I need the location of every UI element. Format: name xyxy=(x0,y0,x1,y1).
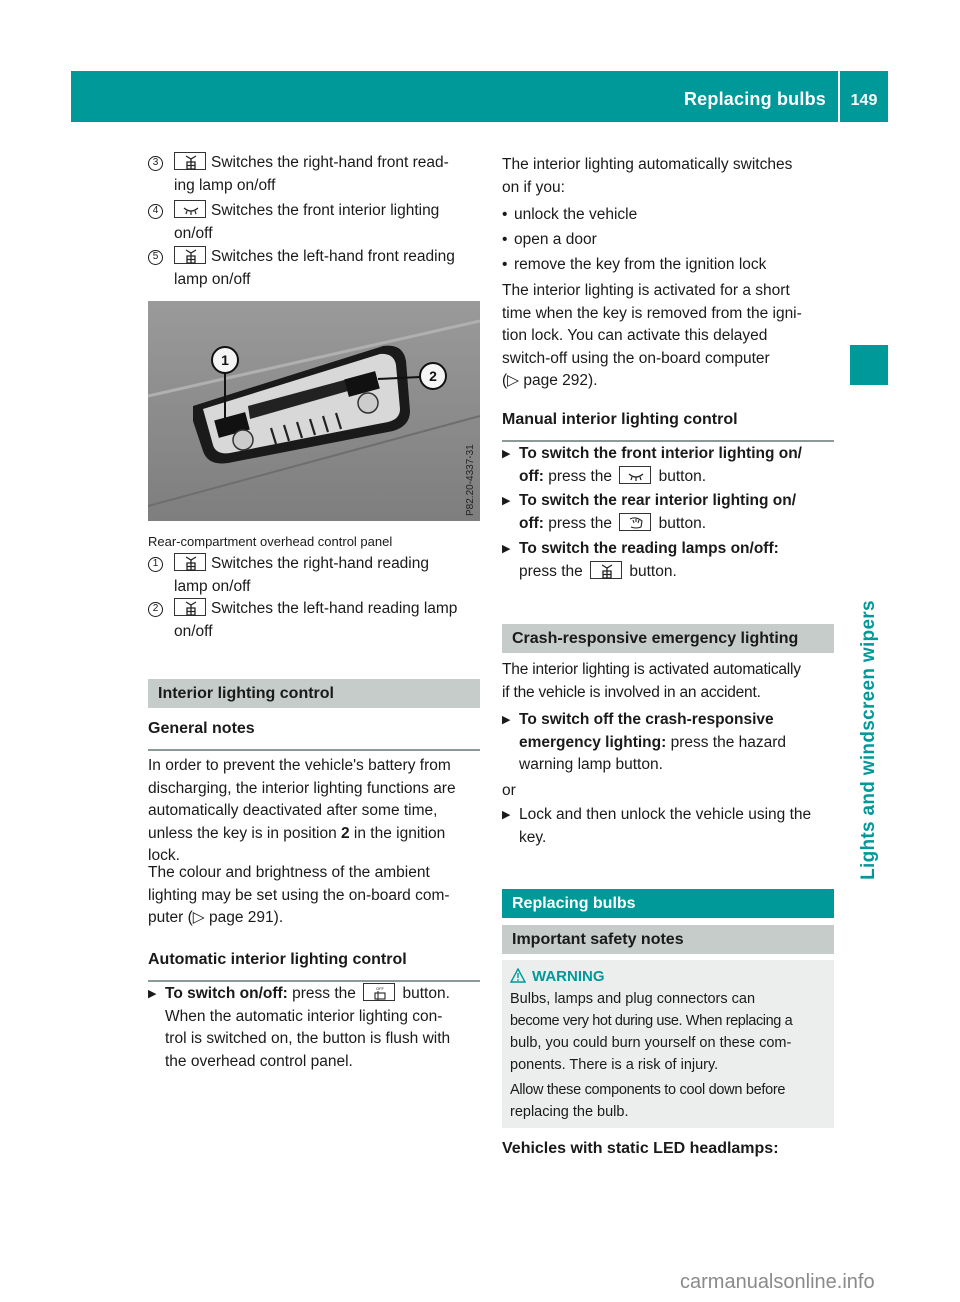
reading-lamp-icon xyxy=(174,246,206,264)
warning-title: WARNING xyxy=(532,968,605,985)
bullet-item: • remove the key from the ignition lock xyxy=(502,254,766,277)
watermark: carmanualsonline.info xyxy=(680,1271,875,1293)
step-arrow-icon: ▶ xyxy=(502,714,511,726)
step-arrow-icon: ▶ xyxy=(502,809,511,821)
step-arrow-icon: ▶ xyxy=(148,988,157,1000)
svg-text:P82.20-4337-31: P82.20-4337-31 xyxy=(465,444,476,516)
auto-on-intro: The interior lighting automatically switches on if you: xyxy=(502,156,793,196)
heading-static-led-headlamps: Vehicles with static LED headlamps: xyxy=(502,1140,779,1157)
figure-caption: Rear-compartment overhead control panel xyxy=(148,534,393,549)
front-interior-light-icon xyxy=(174,200,206,218)
heading-general-notes: General notes xyxy=(148,718,480,751)
or-text: or xyxy=(502,782,516,799)
callout-number: 1 xyxy=(148,557,163,572)
callout-2: 2 xyxy=(429,368,437,384)
warning-paragraph-1: Bulbs, lamps and plug connectors can become very hot during use. When replacing a bulb, you could burn yourself on these com- ponents. There is a risk of injury. xyxy=(510,991,793,1073)
page-header-bar xyxy=(71,71,838,122)
delayed-switch-off-paragraph: The interior lighting is activated for a short time when the key is removed from the igni- tion lock. You can activate this delayed switch-off using the on-board computer (▷ page 292). xyxy=(502,282,802,389)
step-front-interior-lighting: ▶ To switch the front interior lighting on/ off: press the button. xyxy=(502,445,802,485)
list-item-front-4: 4 Switches the front interior lighting on/off xyxy=(148,200,480,245)
step-arrow-icon: ▶ xyxy=(502,448,511,460)
heading-manual-interior-lighting: Manual interior lighting control xyxy=(502,409,834,442)
crash-paragraph: The interior lighting is activated automatically if the vehicle is involved in an accident. xyxy=(502,661,801,701)
step-arrow-icon: ▶ xyxy=(502,543,511,555)
section-replacing-bulbs: Replacing bulbs xyxy=(502,889,834,918)
chapter-label: Lights and windscreen wipers xyxy=(857,600,879,880)
warning-box xyxy=(502,960,834,1128)
callout-number: 5 xyxy=(148,250,163,265)
step-arrow-icon: ▶ xyxy=(502,495,511,507)
step-auto-switch-on-off: ▶ To switch on/off: press the OFF button. When the automatic interior lighting con- trol is switched on, the button is flush with the overhead control panel. xyxy=(148,985,451,1070)
rear-interior-light-icon xyxy=(619,513,651,531)
list-item-rear-2: 2 Switches the left-hand reading lamp on/off xyxy=(148,598,480,643)
step-reading-lamps: ▶ To switch the reading lamps on/off: press the button. xyxy=(502,540,779,580)
reading-lamp-icon xyxy=(174,553,206,571)
automatic-lighting-off-button-icon xyxy=(363,983,395,1001)
bullet-item: • unlock the vehicle xyxy=(502,204,637,227)
warning-triangle-icon xyxy=(510,968,526,990)
page-number: 149 xyxy=(850,92,878,109)
reading-lamp-icon xyxy=(590,561,622,579)
page-292-link[interactable]: (▷ page 292). xyxy=(502,372,598,389)
callout-number: 2 xyxy=(148,602,163,617)
reading-lamp-icon xyxy=(174,152,206,170)
general-notes-paragraph-1: In order to prevent the vehicle's battery from discharging, the interior lighting functions are automatically deactivated after some time, unless the key is in position 2 in the ignition lock. xyxy=(148,757,456,864)
front-interior-light-icon xyxy=(619,466,651,484)
overhead-control-panel-photo xyxy=(148,301,480,521)
section-interior-lighting-control: Interior lighting control xyxy=(148,679,480,708)
svg-text:OFF: OFF xyxy=(376,986,385,991)
list-item-rear-1: 1 Switches the right-hand reading lamp on/off xyxy=(148,553,480,598)
section-important-safety-notes: Important safety notes xyxy=(502,925,834,954)
callout-number: 3 xyxy=(148,156,163,171)
reading-lamp-icon xyxy=(174,598,206,616)
list-item-front-3: 3 Switches the right-hand front read- ing lamp on/off xyxy=(148,152,480,197)
heading-automatic-interior-lighting: Automatic interior lighting control xyxy=(148,949,480,982)
page-number-box xyxy=(840,71,888,122)
callout-1: 1 xyxy=(221,352,229,368)
step-lock-unlock: ▶ Lock and then unlock the vehicle using the key. xyxy=(502,806,812,846)
warning-paragraph-2: Allow these components to cool down before replacing the bulb. xyxy=(510,1082,786,1120)
step-rear-interior-lighting: ▶ To switch the rear interior lighting on/ off: press the button. xyxy=(502,492,797,532)
page-291-link[interactable]: puter (▷ page 291). xyxy=(148,909,284,926)
list-item-front-5: 5 Switches the left-hand front reading lamp on/off xyxy=(148,246,480,291)
bullet-item: • open a door xyxy=(502,229,597,252)
step-switch-off-crash-lighting: ▶ To switch off the crash-responsive emergency lighting: press the hazard warning lamp button. xyxy=(502,711,787,773)
section-crash-responsive-lighting: Crash-responsive emergency lighting xyxy=(502,624,834,653)
header-section-title: Replacing bulbs xyxy=(683,89,826,109)
callout-number: 4 xyxy=(148,204,163,219)
general-notes-paragraph-2: The colour and brightness of the ambient lighting may be set using the on-board com- puter (▷ page 291). xyxy=(148,864,450,926)
chapter-tab-marker xyxy=(850,345,888,385)
